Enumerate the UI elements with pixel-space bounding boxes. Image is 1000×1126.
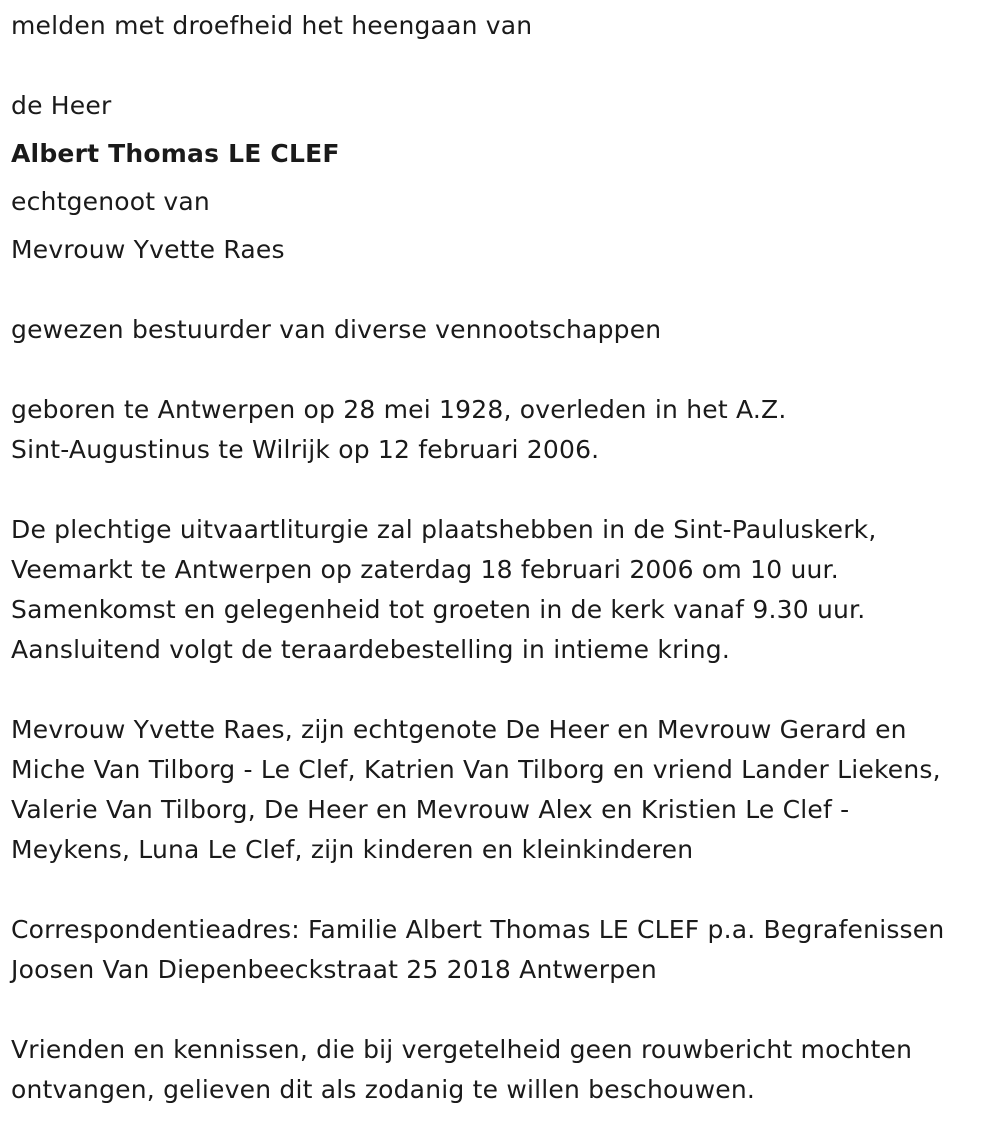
occupation-line: gewezen bestuurder van diverse vennootschappen bbox=[11, 315, 662, 344]
family-line: Valerie Van Tilborg, De Heer en Mevrouw Alex en Kristien Le Clef - bbox=[11, 795, 850, 824]
spouse-label: echtgenoot van bbox=[11, 187, 210, 216]
family-line: Mevrouw Yvette Raes, zijn echtgenote De Heer en Mevrouw Gerard en bbox=[11, 715, 907, 744]
spouse-name: Mevrouw Yvette Raes bbox=[11, 235, 285, 264]
correspondence-line: Correspondentieadres: Familie Albert Thomas LE CLEF p.a. Begrafenissen bbox=[11, 915, 945, 944]
title-prefix: de Heer bbox=[11, 91, 112, 120]
closing-line: ontvangen, gelieven dit als zodanig te willen beschouwen. bbox=[11, 1075, 756, 1104]
funeral-line: De plechtige uitvaartliturgie zal plaatshebben in de Sint-Pauluskerk, bbox=[11, 515, 877, 544]
birth-death-line: Sint-Augustinus te Wilrijk op 12 februari 2006. bbox=[11, 435, 600, 464]
birth-death-line: geboren te Antwerpen op 28 mei 1928, overleden in het A.Z. bbox=[11, 395, 787, 424]
deceased-name: Albert Thomas LE CLEF bbox=[11, 139, 340, 168]
funeral-line: Veemarkt te Antwerpen op zaterdag 18 februari 2006 om 10 uur. bbox=[11, 555, 839, 584]
family-line: Meykens, Luna Le Clef, zijn kinderen en kleinkinderen bbox=[11, 835, 694, 864]
closing-line: Vrienden en kennissen, die bij vergetelheid geen rouwbericht mochten bbox=[11, 1035, 913, 1064]
family-line: Miche Van Tilborg - Le Clef, Katrien Van Tilborg en vriend Lander Liekens, bbox=[11, 755, 941, 784]
correspondence-line: Joosen Van Diepenbeeckstraat 25 2018 Antwerpen bbox=[11, 955, 657, 984]
funeral-line: Samenkomst en gelegenheid tot groeten in de kerk vanaf 9.30 uur. bbox=[11, 595, 866, 624]
intro-line: melden met droefheid het heengaan van bbox=[11, 11, 533, 40]
funeral-line: Aansluitend volgt de teraardebestelling in intieme kring. bbox=[11, 635, 730, 664]
